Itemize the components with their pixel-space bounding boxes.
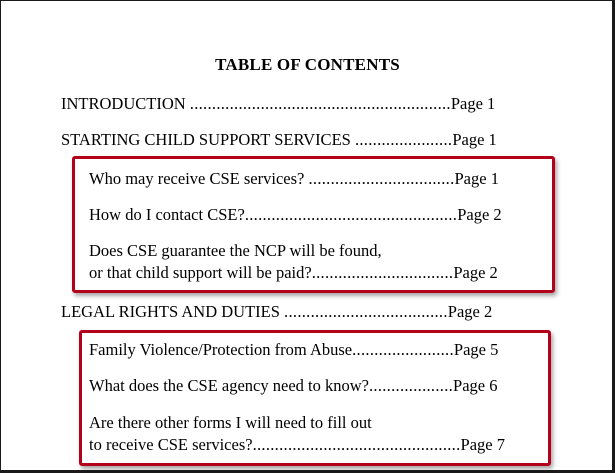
toc-leader-dots: ................................. bbox=[308, 169, 455, 188]
toc-leader-dots: ....................... bbox=[352, 340, 454, 359]
toc-entry-legal-rights bbox=[61, 302, 538, 322]
toc-page-number: Page 5 bbox=[453, 340, 499, 359]
toc-page-number: Page 1 bbox=[454, 169, 499, 188]
toc-entry-text: How do I contact CSE? bbox=[89, 205, 245, 224]
toc-entry-text: Family Violence/Protection from Abuse bbox=[89, 340, 353, 359]
toc-entry-text: Does CSE guarantee the NCP will be found, bbox=[89, 241, 382, 260]
toc-entry-text: to receive CSE services? bbox=[89, 435, 253, 454]
toc-entry-text: STARTING CHILD SUPPORT SERVICES bbox=[61, 130, 355, 149]
toc-entry-other-forms-line-2 bbox=[89, 435, 538, 455]
toc-leader-dots: ................... bbox=[368, 376, 454, 395]
toc-entry-starting-services bbox=[61, 130, 538, 150]
toc-entry-other-forms-line-1 bbox=[89, 413, 538, 433]
toc-entry-family-violence bbox=[89, 340, 538, 360]
toc-entry-text: or that child support will be paid? bbox=[89, 263, 312, 282]
toc-leader-dots: ................................................ bbox=[244, 205, 458, 224]
toc-entry-agency-needs bbox=[89, 376, 538, 396]
toc-page-number: Page 2 bbox=[453, 263, 498, 282]
toc-entry-guarantee-line-2 bbox=[89, 263, 538, 283]
toc-page-number: Page 6 bbox=[453, 376, 498, 395]
toc-page-number: Page 2 bbox=[447, 302, 493, 321]
toc-entry-text: LEGAL RIGHTS AND DUTIES bbox=[61, 302, 285, 321]
toc-entry-guarantee-line-1 bbox=[89, 241, 538, 261]
toc-page-number: Page 1 bbox=[450, 94, 496, 113]
toc-entry-how-to-contact bbox=[89, 205, 538, 225]
toc-entry-text: Who may receive CSE services? bbox=[89, 169, 309, 188]
page-border-top bbox=[0, 0, 615, 1]
toc-leader-dots: ............................................... bbox=[252, 435, 461, 454]
toc-entry-text: What does the CSE agency need to know? bbox=[89, 376, 369, 395]
toc-entry-text: Are there other forms I will need to fill out bbox=[89, 413, 372, 432]
toc-leader-dots: ........................................................... bbox=[189, 94, 451, 113]
toc-leader-dots: ................................ bbox=[311, 263, 454, 282]
toc-entry-who-may-receive bbox=[89, 169, 538, 189]
toc-page-number: Page 2 bbox=[457, 205, 502, 224]
toc-page-number: Page 7 bbox=[460, 435, 505, 454]
toc-leader-dots: ...................... bbox=[354, 130, 453, 149]
toc-page-number: Page 1 bbox=[452, 130, 497, 149]
toc-title: TABLE OF CONTENTS bbox=[215, 55, 400, 74]
toc-entry-text: INTRODUCTION bbox=[61, 94, 190, 113]
toc-entry-introduction bbox=[61, 94, 538, 114]
toc-leader-dots: ..................................... bbox=[284, 302, 448, 321]
